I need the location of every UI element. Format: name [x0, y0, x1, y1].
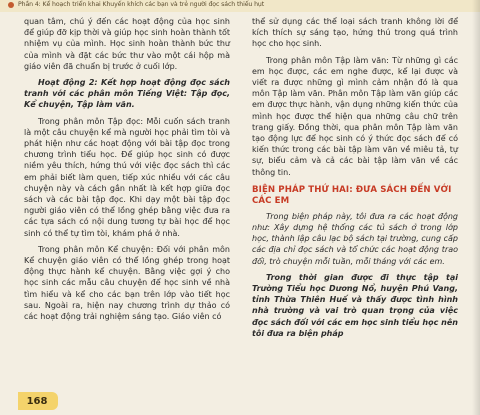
paragraph: Trong phân môn Tập làm văn: Từ những gì các em học được, các em nghe được, kể lại được và viết ra được những gì mình cảm nhận đó là qua môn Tập làm văn. Phân môn Tập làm văn giúp các em được thực hành, vận dụng những kiến thức của mình học được thể hiện qua những câu chữ trên trang giấy. Đồng thời, qua phân môn Tập làm văn tạo động lực để học sinh có ý thức đọc sách để có kiến thức trong các bài tập làm văn về miêu tả, tự sự, biểu cảm và cả các bài tập làm văn về các thông tin.	[252, 55, 458, 177]
bold-italic-paragraph: Trong thời gian được đi thực tập tại Trường Tiểu học Dương Nổ, huyện Phú Vang, tỉnh Thừa Thiên Huế và thấy được tình hình nhà trường và vai trò quan trọng của việc đọc sách đối với các em học sinh tiểu học nên tôi đưa ra biện pháp	[252, 272, 458, 338]
section-heading: BIỆN PHÁP THỨ HAI: ĐƯA SÁCH ĐẾN VỚI CÁC EM	[252, 184, 452, 206]
right-column	[252, 16, 458, 339]
activity-heading: Hoạt động 2: Kết hợp hoạt động đọc sách tranh với các phân môn Tiếng Việt: Tập đọc, Kể chuyện, Tập làm văn.	[24, 78, 230, 110]
running-header	[0, 0, 480, 12]
paragraph: thể sử dụng các thể loại sách tranh không lời để kích thích sự sáng tạo, hứng thú trong quá trình học cho học sinh.	[252, 17, 458, 49]
header-text: Phần 4: Kể hoạch triển khai Khuyến khích các bạn và trẻ người đọc sách thiếu hụt	[18, 1, 265, 8]
page-number: 168	[26, 396, 48, 407]
header-bullet-icon	[8, 2, 14, 8]
italic-paragraph: Trong biện pháp này, tôi đưa ra các hoạt động như: Xây dựng hệ thống các tủ sách ở trong lớp học, thành lập câu lạc bộ sách tại trường, cung cấp các địa chỉ đọc sách và tổ chức các hoạt động trao đổi, trò chuyện mỗi tuần, mỗi tháng với các em.	[252, 211, 458, 266]
paragraph: quan tâm, chú ý đến các hoạt động của học sinh để giúp đỡ kịp thời và giúp học sinh hoàn thành tốt nhiệm vụ của mình. Học sinh hoàn thành bức thư của mình và đặt các bức thư vào một cái hộp mà giáo viên đã chuẩn bị trước ở cuối lớp.	[24, 17, 230, 71]
page-spine-shadow	[472, 0, 480, 415]
left-column	[24, 16, 230, 322]
paragraph: Trong phân môn Tập đọc: Mỗi cuốn sách tranh là một câu chuyện kể mà người học phải tìm tòi và phát hiện như các hoạt động với bài tập đọc trong chương trình tiểu học. Để giúp học sinh có được niềm yêu thích, hứng thú với việc đọc sách thì các em phải biết làm quen, tiếp xúc nhiều với các câu chuyện này và cách gắn nhất là kết hợp giữa đọc sách và các bài tập đọc. Khi dạy một bài tập đọc người giáo viên có thể lồng ghép bằng việc đưa ra các tựa sách có nội dung tương tự bài học để học sinh có thể tự tìm tòi, khám phá ở nhà.	[24, 116, 230, 238]
paragraph: Trong phân môn Kể chuyện: Đối với phân môn Kể chuyện giáo viên có thể lồng ghép trong hoạt động thực hành kể chuyện. Bằng việc gợi ý cho học sinh các mẫu câu chuyện để học sinh về nhà tìm hiểu và kể cho các bạn trên lớp vào tiết học sau. Ngoài ra, hiện nay chương trình dự thảo có các hoạt động trải nghiệm sáng tạo. Giáo viên có	[24, 244, 230, 322]
